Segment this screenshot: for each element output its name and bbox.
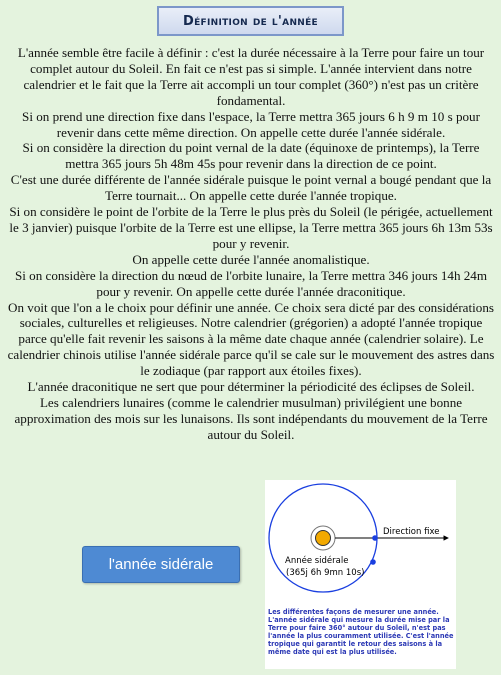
article-body [6, 45, 496, 443]
paragraph: C'est une durée différente de l'année sidérale puisque le point vernal a bougé pendant que la Terre tournait... On appelle cette durée l'année tropique. [10, 172, 492, 204]
paragraph: L'année draconitique ne sert que pour déterminer la périodicité des éclipses de Soleil. [27, 379, 475, 395]
paragraph: Si on prend une direction fixe dans l'espace, la Terre mettra 365 jours 6 h 9 m 10 s pour revenir dans cette même direction. On appelle cette durée l'année sidérale. [22, 108, 480, 140]
paragraph: On appelle cette durée l'année anomalistique. [132, 251, 370, 267]
orbit-figure [265, 480, 456, 669]
paragraph: Si on considère la direction du nœud de l'orbite lunaire, la Terre mettra 346 jours 14h 24m pour y revenir. On appelle cette durée l'année draconitique. [14, 267, 488, 299]
year-label-line1: Année sidérale [285, 556, 349, 566]
sun-icon [316, 531, 331, 546]
paragraph: Si on considère le point de l'orbite de la Terre le plus près du Soleil (le périgée, actuellement le 3 janvier) puisque l'orbite de la Terre est une ellipse, la Terre mettra 365 jours 6h 13m 53s pour y revenir. [9, 204, 493, 251]
earth-icon [372, 535, 378, 541]
paragraph: On voit que l'on a le choix pour définir une année. Ce choix sera dicté par des considérations sociales, culturelles et religieuses. Notre calendrier (grégorien) a adopté l'année tropique parce qu'elle fait revenir les saisons à la même date chaque année (calendrier solaire). Le calendrier chinois utilise l'année sidérale parce qu'il se cale sur le mouvement des astres dans le zodiaque (par rapport aux étoiles fixes). [7, 299, 495, 379]
figure-caption: Les différentes façons de mesurer une année. L'année sidérale qui mesure la durée mise par la Terre pour faire 360° autour du Soleil, n'est pas l'année la plus couramment utilisée. C'est l'année tropique qui garantit le retour des saisons à la même date qui est la plus utilisée. [268, 608, 454, 657]
earth-icon [370, 559, 376, 565]
sidereal-year-button[interactable]: l'année sidérale [82, 546, 240, 583]
paragraph: Si on considère la direction du point vernal de la date (équinoxe de printemps), la Terre mettra 365 jours 5h 48m 45s pour revenir dans la direction de ce point. [22, 140, 480, 172]
year-label-line2: (365j 6h 9mn 10s) [286, 568, 365, 578]
paragraph: Les calendriers lunaires (comme le calendrier musulman) privilégient une bonne approximation des mois sur les lunaisons. Ils sont indépendants du mouvement de la Terre autour du Soleil. [14, 394, 488, 442]
direction-label: Direction fixe [383, 527, 440, 537]
paragraph: L'année semble être facile à définir : c'est la durée nécessaire à la Terre pour faire un tour complet autour du Soleil. En fait ce n'est pas si simple. L'année intervient dans notre calendrier et le fait que la Terre ait accompli un tour complet (360°) n'est pas un critère fondamental. [17, 45, 485, 108]
page-title-box [157, 6, 344, 36]
page-title: Définition de l'année [183, 13, 318, 29]
